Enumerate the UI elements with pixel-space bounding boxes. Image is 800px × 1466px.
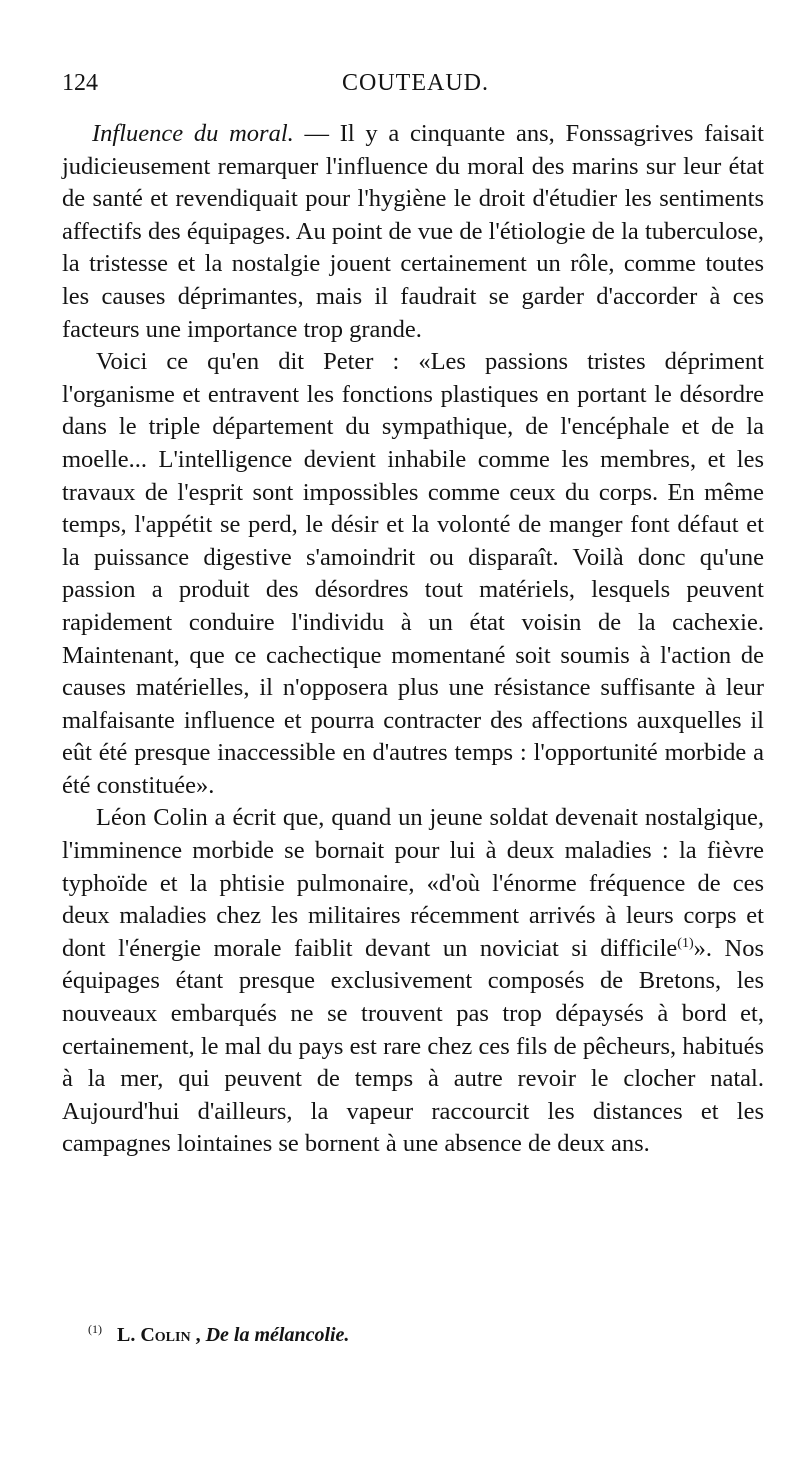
running-head: COUTEAUD. (342, 70, 489, 96)
footnote-author: Colin (140, 1324, 191, 1346)
footnote-separator: , (195, 1324, 201, 1346)
body-text (62, 118, 764, 1161)
footnote-marker: (1) (88, 1322, 102, 1336)
page-header (62, 70, 762, 100)
footnote-reference[interactable]: (1) (677, 935, 694, 951)
paragraph-3-text-before: Léon Colin a écrit que, quand un jeune soldat devenait nostalgique, l'imminence morbide se bornait pour lui à deux maladies : la fièvre typhoïde et la phtisie pulmonaire, «d'où l'énorme fréquence de ces deux maladies chez les militaires récemment arrivés à leurs corps et dont l'énergie morale faiblit devant un noviciat si difficile (62, 804, 764, 962)
paragraph-2 (62, 346, 764, 802)
paragraph-3 (62, 802, 764, 1161)
paragraph-3-text-after: ». Nos équipages étant presque exclusivement composés de Bretons, les nouveaux embarqués ne se trouvent pas trop dépaysés à bord et, certainement, le mal du pays est rare chez ces fils de pêcheurs, habitués à la mer, qui peuvent de temps à autre revoir le clocher natal. Aujourd'hui d'ailleurs, la vapeur raccourcit les distances et les campagnes lointaines se bornent à une absence de deux ans. (62, 934, 764, 1158)
section-heading: Influence du moral. (92, 120, 294, 147)
footnote-title: De la mélancolie. (205, 1324, 350, 1346)
page-number: 124 (62, 70, 98, 96)
paragraph-1 (62, 118, 764, 346)
paragraph-1-text: — Il y a cinquante ans, Fonssagrives faisait judicieusement remarquer l'influence du moral des marins sur leur état de santé et revendiquait pour l'hygiène le droit d'étudier les sentiments affectifs des équipages. Au point de vue de l'étiologie de la tuberculose, la tristesse et la nostalgie jouent certainement un rôle, comme toutes les causes déprimantes, mais il faudrait se garder d'accorder à ces facteurs une importance trop grande. (62, 120, 764, 343)
footnote (88, 1322, 738, 1347)
paragraph-2-text: Voici ce qu'en dit Peter : «Les passions tristes dépriment l'organisme et entravent les fonctions plastiques en portant le désordre dans le triple département du sympathique, de l'encéphale et de la moelle... L'intelligence devient inhabile comme les membres, et les travaux de l'esprit sont impossibles comme ceux du corps. En même temps, l'appétit se perd, le désir et la volonté de manger font défaut et la puissance digestive s'amoindrit ou disparaît. Voilà donc qu'une passion a produit des désordres tout matériels, lesquels peuvent rapidement conduire l'individu à un état voisin de la cachexie. Maintenant, que ce cachectique momentané soit soumis à l'action de causes matérielles, il n'opposera plus une résistance suffisante à leur malfaisante influence et pourra contracter des affections auxquelles il eût été presque inaccessible en d'autres temps : l'opportunité morbide a été constituée». (62, 348, 764, 799)
footnote-initial: L. (117, 1324, 136, 1346)
